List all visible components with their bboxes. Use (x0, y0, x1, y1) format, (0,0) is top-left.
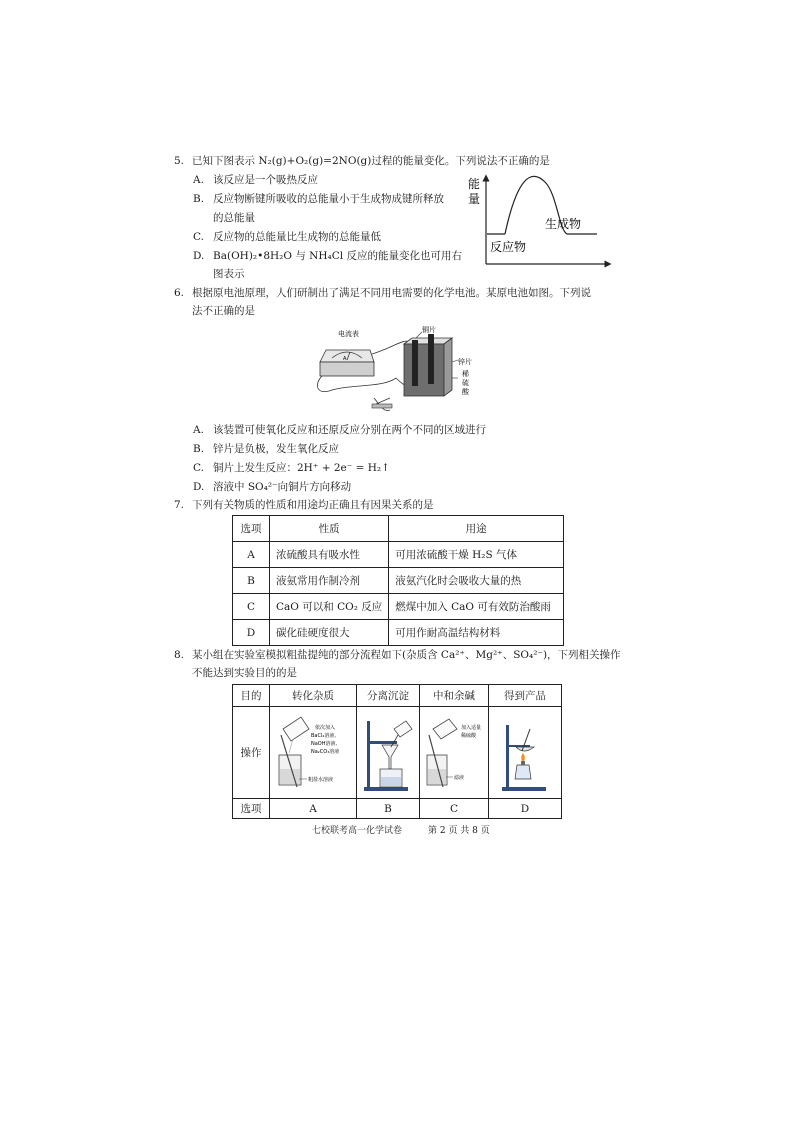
option-row (233, 799, 562, 819)
q5-option-b: B. 反应物断键所吸收的总能量小于生成物成键所释放 (193, 193, 444, 205)
neutralize-figure (421, 707, 487, 795)
table-header-cell: 用途 (389, 516, 564, 542)
q8-number: 8. (174, 649, 185, 661)
svg-text:A: A (343, 356, 347, 362)
copper-label: 铜片 (422, 326, 436, 334)
energy-axis-label-1: 能 (468, 177, 481, 191)
q6-option-a: A. 该装置可使氧化反应和还原反应分别在两个不同的区域进行 (193, 424, 486, 436)
table-cell: C (233, 594, 270, 620)
table-row (233, 620, 564, 646)
q6-option-c: C. 铜片上发生反应：2H⁺ + 2e⁻ = H₂↑ (193, 462, 390, 474)
operation-b (357, 707, 420, 799)
add-reagents-figure (271, 707, 355, 795)
galvanic-cell-figure (312, 324, 502, 420)
table-header-cell: 性质 (270, 516, 389, 542)
purpose-row (233, 685, 562, 707)
table-header-row (233, 516, 564, 542)
table-cell: 燃煤中加入 CaO 可有效防治酸雨 (389, 594, 564, 620)
beaker-icon (404, 334, 452, 396)
option-c: C (420, 799, 489, 819)
row-header-option: 选项 (233, 799, 270, 819)
table-cell: D (233, 620, 270, 646)
table-cell: 碳化硅硬度很大 (270, 620, 389, 646)
table-row (233, 594, 564, 620)
footer-page-number: 第 2 页 共 8 页 (428, 826, 490, 836)
row-header-operation: 操作 (233, 707, 270, 799)
q8-table (232, 684, 562, 819)
table-cell: B (233, 568, 270, 594)
svg-text:滤液: 滤液 (454, 775, 465, 781)
q5-number: 5. (174, 155, 185, 167)
table-header-cell: 选项 (233, 516, 270, 542)
purpose-b: 分离沉淀 (357, 685, 420, 707)
table-row (233, 568, 564, 594)
option-a: A (270, 799, 357, 819)
option-d: D (489, 799, 562, 819)
q8-stem-line1: 某小组在实验室模拟粗盐提纯的部分流程如下(杂质含 Ca²⁺、Mg²⁺、SO₄²⁻)，下列相关操作 (192, 649, 621, 661)
q8-stem-line2: 不能达到实验目的的是 (192, 667, 297, 679)
svg-text:稀硫酸: 稀硫酸 (461, 733, 477, 739)
table-row (233, 542, 564, 568)
svg-text:Na₂CO₃溶液: Na₂CO₃溶液 (311, 749, 340, 755)
acid-label-1: 稀 (462, 370, 469, 378)
svg-text:加入适量: 加入适量 (461, 725, 482, 731)
q5-option-d: D. Ba(OH)₂•8H₂O 与 NH₄Cl 反应的能量变化也可用右 (193, 250, 462, 262)
zinc-label: 锌片 (458, 358, 472, 366)
q6-option-b: B. 锌片是负极，发生氧化反应 (193, 443, 339, 455)
product-label: 生成物 (545, 217, 582, 231)
table-cell: 可用作耐高温结构材料 (389, 620, 564, 646)
operation-c (420, 707, 489, 799)
operation-row (233, 707, 562, 799)
ammeter-icon (320, 350, 374, 376)
svg-text:BaCl₂溶液、: BaCl₂溶液、 (311, 733, 340, 739)
svg-text:依次加入: 依次加入 (315, 725, 336, 731)
q5-option-d-cont: 图表示 (213, 268, 245, 280)
svg-text:粗盐水溶液: 粗盐水溶液 (308, 777, 334, 783)
energy-axis-label-2: 量 (468, 192, 481, 206)
ammeter-label: 电流表 (338, 330, 359, 338)
row-header-purpose: 目的 (233, 685, 270, 707)
acid-label-3: 酸 (462, 388, 469, 396)
table-cell: CaO 可以和 CO₂ 反应 (270, 594, 389, 620)
q5-option-c: C. 反应物的总能量比生成物的总能量低 (193, 231, 381, 243)
purpose-d: 得到产品 (489, 685, 562, 707)
table-cell: 液氨常用作制冷剂 (270, 568, 389, 594)
q6-option-d: D. 溶液中 SO₄²⁻向铜片方向移动 (193, 481, 352, 493)
table-cell: 液氨汽化时会吸收大量的热 (389, 568, 564, 594)
q5-option-b-cont: 的总能量 (213, 212, 255, 224)
q5-stem: 已知下图表示 N₂(g)+O₂(g)=2NO(g)过程的能量变化。下列说法不正确的是 (192, 155, 550, 167)
acid-label-2: 硫 (462, 379, 469, 387)
q7-number: 7. (174, 499, 185, 511)
table-cell: A (233, 542, 270, 568)
q6-number: 6. (174, 287, 185, 299)
energy-diagram (465, 170, 615, 270)
filtration-figure (358, 707, 418, 795)
q5-option-a: A. 该反应是一个吸热反应 (193, 174, 318, 186)
purpose-a: 转化杂质 (270, 685, 357, 707)
q7-table (232, 515, 564, 646)
evaporation-figure (490, 707, 560, 795)
operation-d (489, 707, 562, 799)
table-cell: 浓硫酸具有吸水性 (270, 542, 389, 568)
table-cell: 可用浓硫酸干燥 H₂S 气体 (389, 542, 564, 568)
footer-exam-title: 七校联考高一化学试卷 (312, 826, 403, 836)
q6-stem-line2: 法不正确的是 (192, 305, 255, 317)
q7-stem: 下列有关物质的性质和用途均正确且有因果关系的是 (192, 499, 434, 511)
purpose-c: 中和余碱 (420, 685, 489, 707)
option-b: B (357, 799, 420, 819)
reactant-label: 反应物 (490, 240, 527, 254)
operation-a (270, 707, 357, 799)
svg-text:NaOH溶液、: NaOH溶液、 (311, 741, 341, 747)
q6-stem-line1: 根据原电池原理，人们研制出了满足不同用电需要的化学电池。某原电池如图。下列说 (192, 287, 591, 299)
